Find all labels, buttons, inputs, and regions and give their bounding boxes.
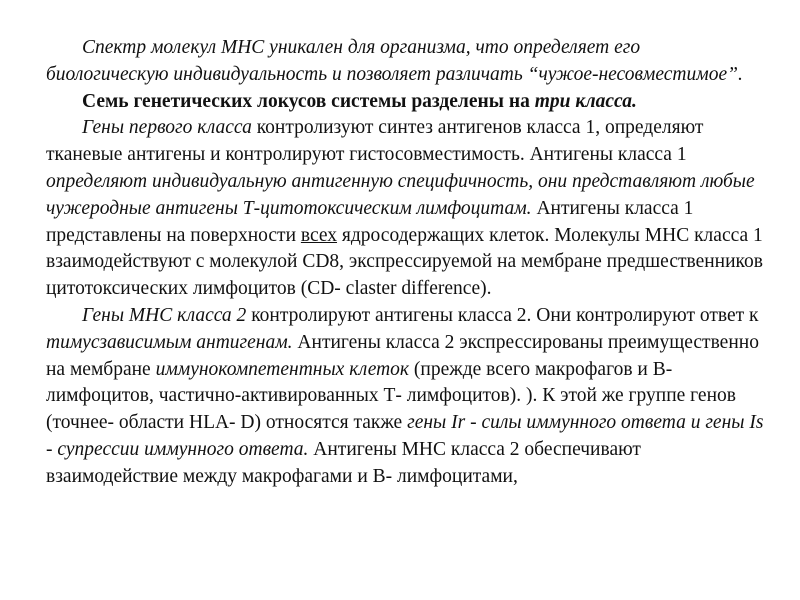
- class-2-interaction-text: Антигены МНС класса 2 обеспечивают взаимодействие между макрофагами и В- лимфоцитами,: [46, 438, 641, 487]
- document-page: [46, 35, 766, 491]
- immunocompetent-cells-text: иммунокомпетентных клеток: [155, 358, 410, 380]
- class-1-specificity-text: определяют индивидуальную антигенную специфичность, они представляют любые чужеродные антигены Т-цитотоксическим лимфоцитам.: [46, 170, 755, 219]
- three-classes-text: три класса.: [534, 90, 637, 112]
- all-emphasis-text: всех: [300, 224, 338, 246]
- class-2-expression-text: Антигены класса 2 экспрессированы преимущественно на мембране: [46, 331, 759, 380]
- class-1-genes-label: Гены первого класса: [82, 117, 252, 139]
- thymus-dependent-text: тимусзависимым антигенам.: [46, 331, 293, 353]
- ir-is-genes-text: гены Ir - силы иммунного ответа и гены Is - супрессии иммунного ответа.: [46, 412, 764, 460]
- genetic-loci-text: Семь генетических локусов системы разделены на: [82, 90, 535, 112]
- class-1-cd8-text: ядросодержащих клеток. Молекулы МНС класса 1 взаимодействуют с молекулой CD8, экспрессируемой на мембране предшественников цитотоксических лимфоцитов (CD- claster difference).: [46, 224, 763, 300]
- class-1-surface-text: Антигены класса 1 представлены на поверхности: [46, 197, 694, 246]
- mhc-uniqueness-text: Спектр молекул МНС уникален для организма, что определяет его биологическую индивидуальность и позволяет различать “чужое-несовместимое”.: [46, 37, 743, 85]
- paragraph-class-1: [46, 115, 766, 303]
- class-1-control-text: контролизуют синтез антигенов класса 1, определяют тканевые антигены и контролируют гистосовместимость. Антигены класса 1: [46, 117, 704, 166]
- paragraph-mhc-spectrum: [46, 35, 766, 89]
- class-2-genes-label: Гены МНС класса 2: [82, 304, 247, 326]
- paragraph-genetic-loci: [46, 89, 766, 116]
- class-2-control-text: контролируют антигены класса 2. Они контролируют ответ к: [246, 304, 759, 326]
- paragraph-class-2: [46, 303, 766, 491]
- class-2-hla-text: (прежде всего макрофагов и В- лимфоцитов, частично-активированных Т- лимфоцитов). ). К этой же группе генов (точнее- области HLA- D) относятся также: [46, 358, 736, 434]
